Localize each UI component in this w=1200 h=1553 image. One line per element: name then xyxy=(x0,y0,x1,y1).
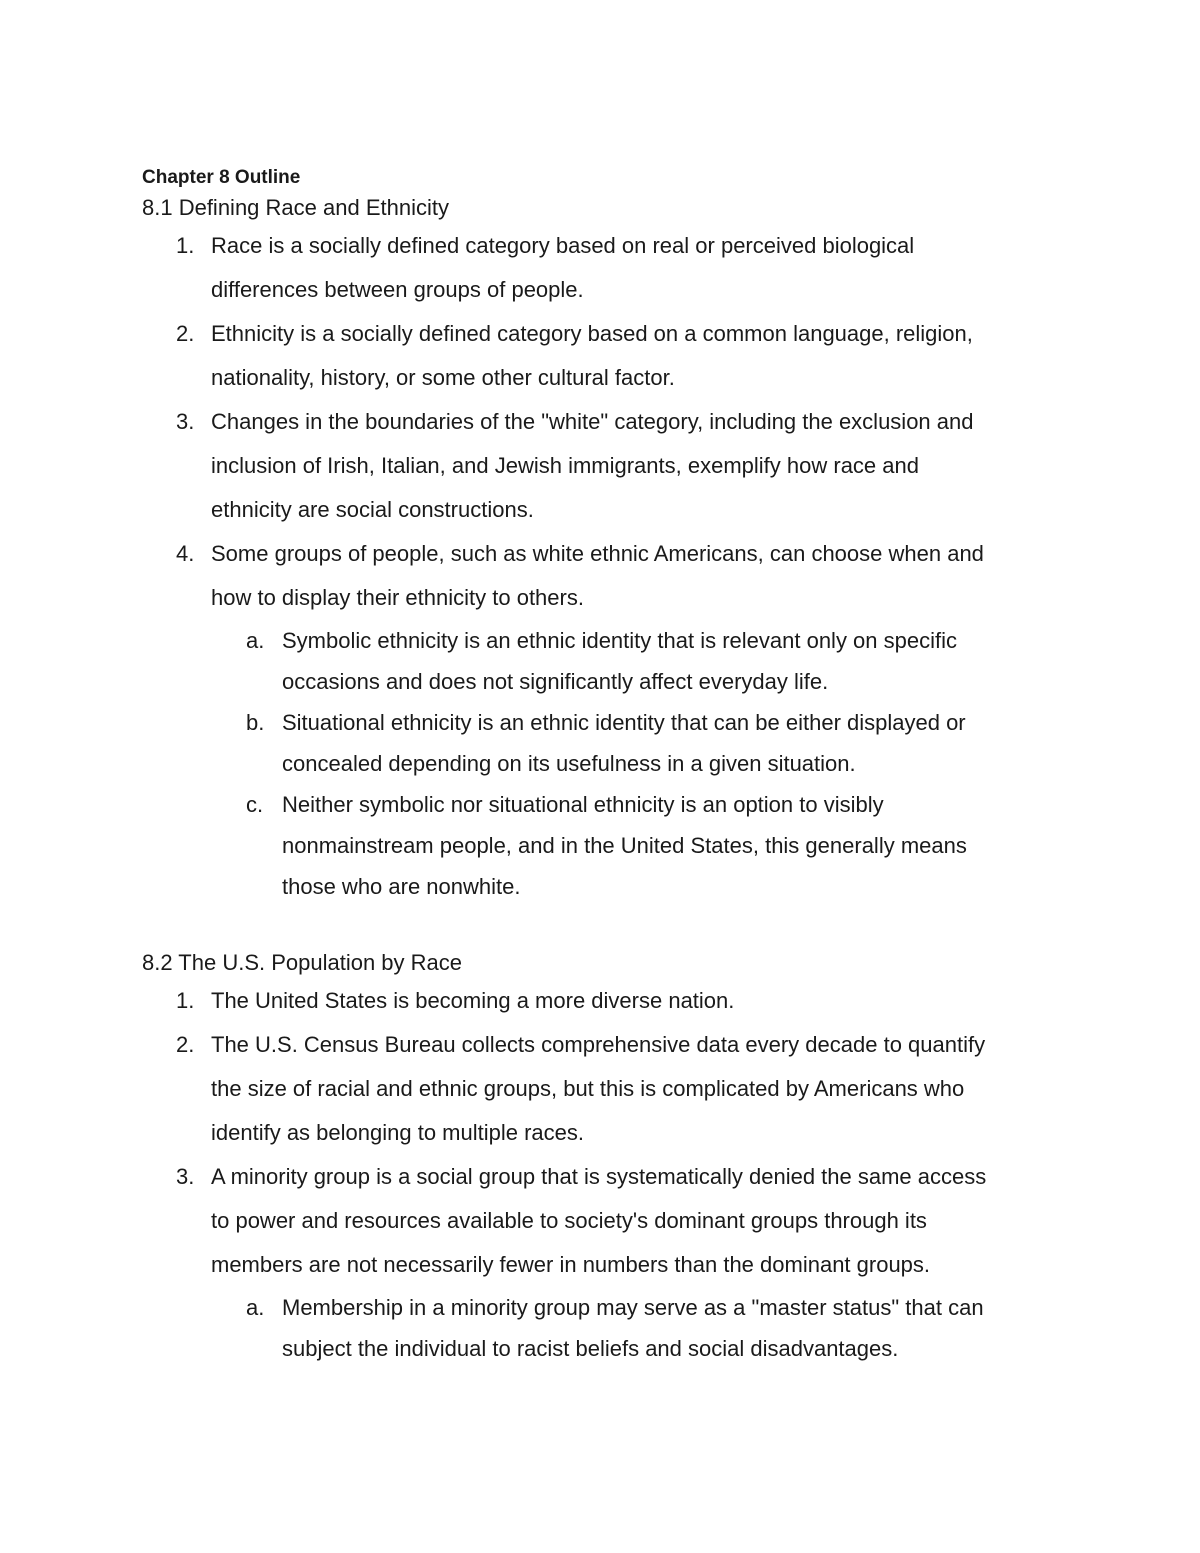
item-text-line: differences between groups of people. xyxy=(211,277,584,302)
outline-sub-item xyxy=(142,702,1062,784)
item-number: 1. xyxy=(176,233,195,258)
outline-item xyxy=(142,400,1062,532)
item-text-line: the size of racial and ethnic groups, but this is complicated by Americans who xyxy=(211,1076,965,1101)
sub-item-letter: a. xyxy=(246,1295,265,1320)
outline-section xyxy=(142,192,1062,907)
sub-item-list xyxy=(211,1287,1062,1369)
item-number: 4. xyxy=(176,541,195,566)
item-text-line: to power and resources available to society's dominant groups through its xyxy=(211,1208,927,1233)
item-number: 2. xyxy=(176,321,195,346)
item-text-line: members are not necessarily fewer in numbers than the dominant groups. xyxy=(211,1252,931,1277)
sub-item-text-line: nonmainstream people, and in the United States, this generally means xyxy=(282,833,967,858)
sub-item-text-line: Membership in a minority group may serve as a "master status" that can xyxy=(282,1295,984,1320)
outline-item xyxy=(142,224,1062,312)
document-title: Chapter 8 Outline xyxy=(142,167,301,188)
sub-item-letter: a. xyxy=(246,628,265,653)
item-text-line: Race is a socially defined category based on real or perceived biological xyxy=(211,233,915,258)
section-heading: 8.2 The U.S. Population by Race xyxy=(142,950,463,975)
item-text-line: A minority group is a social group that is systematically denied the same access xyxy=(211,1164,987,1189)
outline-sub-item xyxy=(142,620,1062,702)
outline-item xyxy=(142,1155,1062,1369)
outline-section xyxy=(142,947,1062,1369)
sub-item-letter: c. xyxy=(246,792,264,817)
item-text-line: inclusion of Irish, Italian, and Jewish immigrants, exemplify how race and xyxy=(211,453,919,478)
item-number: 1. xyxy=(176,988,195,1013)
document-page xyxy=(142,164,1062,1369)
sub-item-list xyxy=(211,620,1062,907)
item-text-line: identify as belonging to multiple races. xyxy=(211,1120,584,1145)
item-text-line: Changes in the boundaries of the "white" category, including the exclusion and xyxy=(211,409,974,434)
sub-item-text-line: Neither symbolic nor situational ethnicity is an option to visibly xyxy=(282,792,884,817)
item-number: 2. xyxy=(176,1032,195,1057)
sub-item-text-line: concealed depending on its usefulness in a given situation. xyxy=(282,751,856,776)
item-text-line: The United States is becoming a more diverse nation. xyxy=(211,988,735,1013)
sub-item-text-line: subject the individual to racist beliefs and social disadvantages. xyxy=(282,1336,899,1361)
sub-item-text-line: Situational ethnicity is an ethnic identity that can be either displayed or xyxy=(282,710,966,735)
outline-item xyxy=(142,1023,1062,1155)
item-text-line: ethnicity are social constructions. xyxy=(211,497,534,522)
sub-item-text-line: Symbolic ethnicity is an ethnic identity that is relevant only on specific xyxy=(282,628,957,653)
item-text-line: nationality, history, or some other cultural factor. xyxy=(211,365,675,390)
item-text-line: how to display their ethnicity to others. xyxy=(211,585,584,610)
sub-item-text-line: occasions and does not significantly affect everyday life. xyxy=(282,669,829,694)
sub-item-text-line: those who are nonwhite. xyxy=(282,874,521,899)
item-text-line: The U.S. Census Bureau collects comprehensive data every decade to quantify xyxy=(211,1032,986,1057)
outline-sub-item xyxy=(142,784,1062,907)
item-number: 3. xyxy=(176,1164,195,1189)
sub-item-letter: b. xyxy=(246,710,265,735)
outline-item xyxy=(142,979,1062,1023)
item-number: 3. xyxy=(176,409,195,434)
outline-item xyxy=(142,312,1062,400)
outline-item xyxy=(142,532,1062,907)
outline-sub-item xyxy=(142,1287,1062,1369)
item-text-line: Some groups of people, such as white ethnic Americans, can choose when and xyxy=(211,541,984,566)
outline-body xyxy=(142,192,1062,1369)
item-text-line: Ethnicity is a socially defined category based on a common language, religion, xyxy=(211,321,973,346)
section-heading: 8.1 Defining Race and Ethnicity xyxy=(142,195,449,220)
